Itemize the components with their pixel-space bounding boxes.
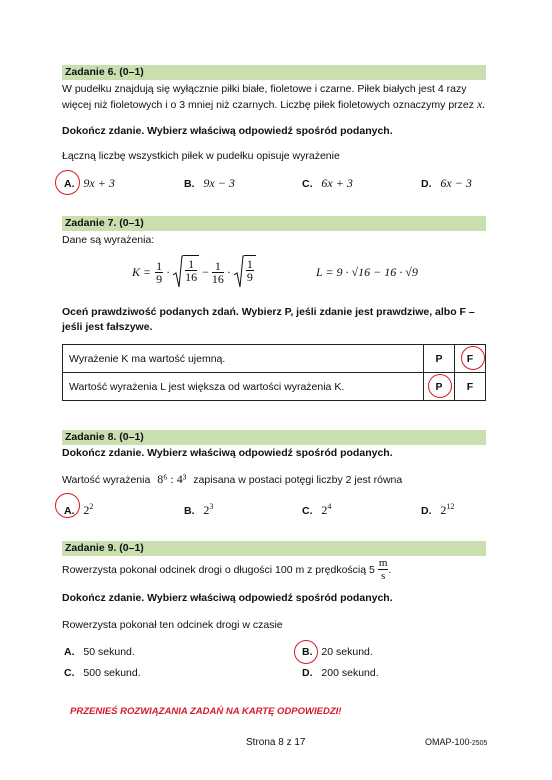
- task-8-option-b[interactable]: [184, 500, 213, 518]
- stem-text: Rowerzysta pokonał odcinek drogi o długości 100 m z prędkością 5: [62, 563, 375, 576]
- task-6-option-d[interactable]: [421, 176, 472, 191]
- task-9-option-d[interactable]: [302, 666, 379, 680]
- denominator: 16: [185, 270, 198, 284]
- denominator: 9: [246, 270, 253, 284]
- task-6-variable: x.: [476, 97, 486, 111]
- table-row: [63, 373, 486, 401]
- statement-text: Wyrażenie K ma wartość ujemną.: [63, 345, 424, 373]
- task-6-instruction: Dokończ zdanie. Wybierz właściwą odpowiedź spośród podanych.: [62, 125, 393, 137]
- task-6-text-line1: W pudełku znajdują się wyłącznie piłki białe, fioletowe i czarne. Piłek białych jest 4 razy: [62, 83, 467, 95]
- fraction: [155, 260, 163, 285]
- square-root: [234, 255, 256, 289]
- task-9-option-a[interactable]: [64, 645, 135, 659]
- task-9-stem2: Rowerzysta pokonał ten odcinek drogi w czasie: [62, 619, 283, 631]
- option-expression: 6x − 3: [440, 176, 472, 190]
- true-false-table: [62, 344, 486, 401]
- expression-k: [132, 255, 256, 289]
- numerator: 1: [185, 258, 197, 271]
- power-exponent: 12: [446, 502, 455, 511]
- fraction: [183, 255, 199, 289]
- task-9-option-c[interactable]: [64, 666, 141, 680]
- power-base: 2: [83, 503, 90, 517]
- selected-answer-circle: [55, 170, 80, 195]
- expression-k-label: K =: [132, 264, 152, 279]
- multiply-dot: ·: [226, 264, 231, 279]
- power-base: 2: [203, 503, 210, 517]
- task-6-header: Zadanie 6. (0–1): [62, 65, 486, 80]
- transfer-answers-warning: PRZENIEŚ ROZWIĄZANIA ZADAŃ NA KARTĘ ODPOWIEDZI!: [70, 706, 342, 717]
- selected-answer-circle: [461, 346, 485, 370]
- task-7-instruction-line1: Oceń prawdziwość podanych zdań. Wybierz P, jeśli zdanie jest prawdziwe, albo F –: [62, 306, 475, 318]
- task-6-line2-text: więcej niż fioletowych i o 3 mniej niż czarnych. Liczbę piłek fioletowych oznaczymy przez: [62, 99, 475, 111]
- unit-fraction: [378, 557, 392, 582]
- option-letter: B.: [184, 178, 195, 190]
- stem-text: Wartość wyrażenia: [62, 474, 151, 486]
- minus-sign: −: [202, 264, 209, 279]
- option-letter: C.: [302, 505, 313, 517]
- numerator: 1: [246, 257, 253, 271]
- task-9-instruction: Dokończ zdanie. Wybierz właściwą odpowiedź spośród podanych.: [62, 592, 393, 604]
- option-letter: A.: [64, 646, 75, 658]
- power-exponent: 2: [89, 502, 94, 511]
- option-letter: D.: [421, 178, 432, 190]
- task-7-header: Zadanie 7. (0–1): [62, 216, 486, 231]
- answer-f[interactable]: F: [455, 345, 486, 373]
- task-9-header: Zadanie 9. (0–1): [62, 541, 486, 556]
- task-8-stem: [62, 472, 402, 487]
- selected-answer-circle: [55, 493, 80, 518]
- option-letter: B.: [302, 646, 313, 658]
- radical-sign-icon: [173, 255, 183, 289]
- power-base: 2: [440, 503, 447, 517]
- option-letter: D.: [421, 505, 432, 517]
- exam-code-main: OMAP-100: [425, 737, 470, 747]
- task-6-text-line2: [62, 97, 485, 112]
- exam-code-suffix: -2505: [469, 740, 488, 747]
- numerator: 1: [212, 260, 224, 273]
- option-text: 20 sekund.: [321, 646, 373, 658]
- task-8-header: Zadanie 8. (0–1): [62, 430, 486, 445]
- stem-text-end: zapisana w postaci potęgi liczby 2 jest równa: [193, 474, 403, 486]
- denominator: 9: [156, 271, 163, 286]
- numerator: m: [378, 557, 388, 569]
- option-letter: C.: [302, 178, 313, 190]
- option-expression: 9x + 3: [83, 176, 115, 190]
- option-text: 200 sekund.: [321, 667, 379, 679]
- statement-text: Wartość wyrażenia L jest większa od wartości wyrażenia K.: [63, 373, 424, 401]
- option-expression: 9x − 3: [203, 176, 235, 190]
- option-letter: A.: [64, 178, 75, 190]
- stem-expression: 8⁶ : 4³: [157, 472, 187, 486]
- option-letter: D.: [302, 667, 313, 679]
- power-exponent: 4: [327, 502, 332, 511]
- option-letter: A.: [64, 505, 75, 517]
- task-8-option-c[interactable]: [302, 500, 331, 518]
- task-6-stem: Łączną liczbę wszystkich piłek w pudełku opisuje wyrażenie: [62, 150, 340, 162]
- task-7-instruction-line2: jeśli jest fałszywe.: [62, 321, 153, 333]
- numerator: 1: [156, 258, 163, 273]
- multiply-dot: ·: [166, 264, 171, 279]
- answer-p[interactable]: P: [424, 373, 455, 401]
- option-letter: C.: [64, 667, 75, 679]
- denominator: 16: [211, 271, 224, 286]
- expression-l: L = 9 · √16 − 16 · √9: [316, 265, 418, 279]
- table-row: [63, 345, 486, 373]
- option-text: 500 sekund.: [83, 667, 141, 679]
- answer-f[interactable]: F: [455, 373, 486, 401]
- denominator: s: [380, 570, 386, 582]
- selected-answer-circle: [428, 374, 452, 398]
- task-6-option-b[interactable]: [184, 176, 235, 191]
- option-text: 50 sekund.: [83, 646, 135, 658]
- task-8-instruction: Dokończ zdanie. Wybierz właściwą odpowiedź spośród podanych.: [62, 447, 393, 459]
- task-8-option-d[interactable]: [421, 500, 454, 518]
- fraction: [244, 255, 256, 289]
- page-number: Strona 8 z 17: [246, 737, 306, 748]
- fraction: [212, 260, 224, 285]
- radical-sign-icon: [234, 255, 244, 289]
- task-9-stem: [62, 557, 391, 582]
- task-7-intro: Dane są wyrażenia:: [62, 234, 155, 246]
- selected-answer-circle: [294, 640, 318, 664]
- option-letter: B.: [184, 505, 195, 517]
- power-exponent: 3: [209, 502, 214, 511]
- exam-code: [425, 737, 487, 747]
- stem-end: .: [388, 563, 392, 576]
- square-root: [173, 255, 199, 289]
- option-expression: 6x + 3: [321, 176, 353, 190]
- power-base: 2: [321, 503, 328, 517]
- answer-p[interactable]: P: [424, 345, 455, 373]
- task-6-option-c[interactable]: [302, 176, 353, 191]
